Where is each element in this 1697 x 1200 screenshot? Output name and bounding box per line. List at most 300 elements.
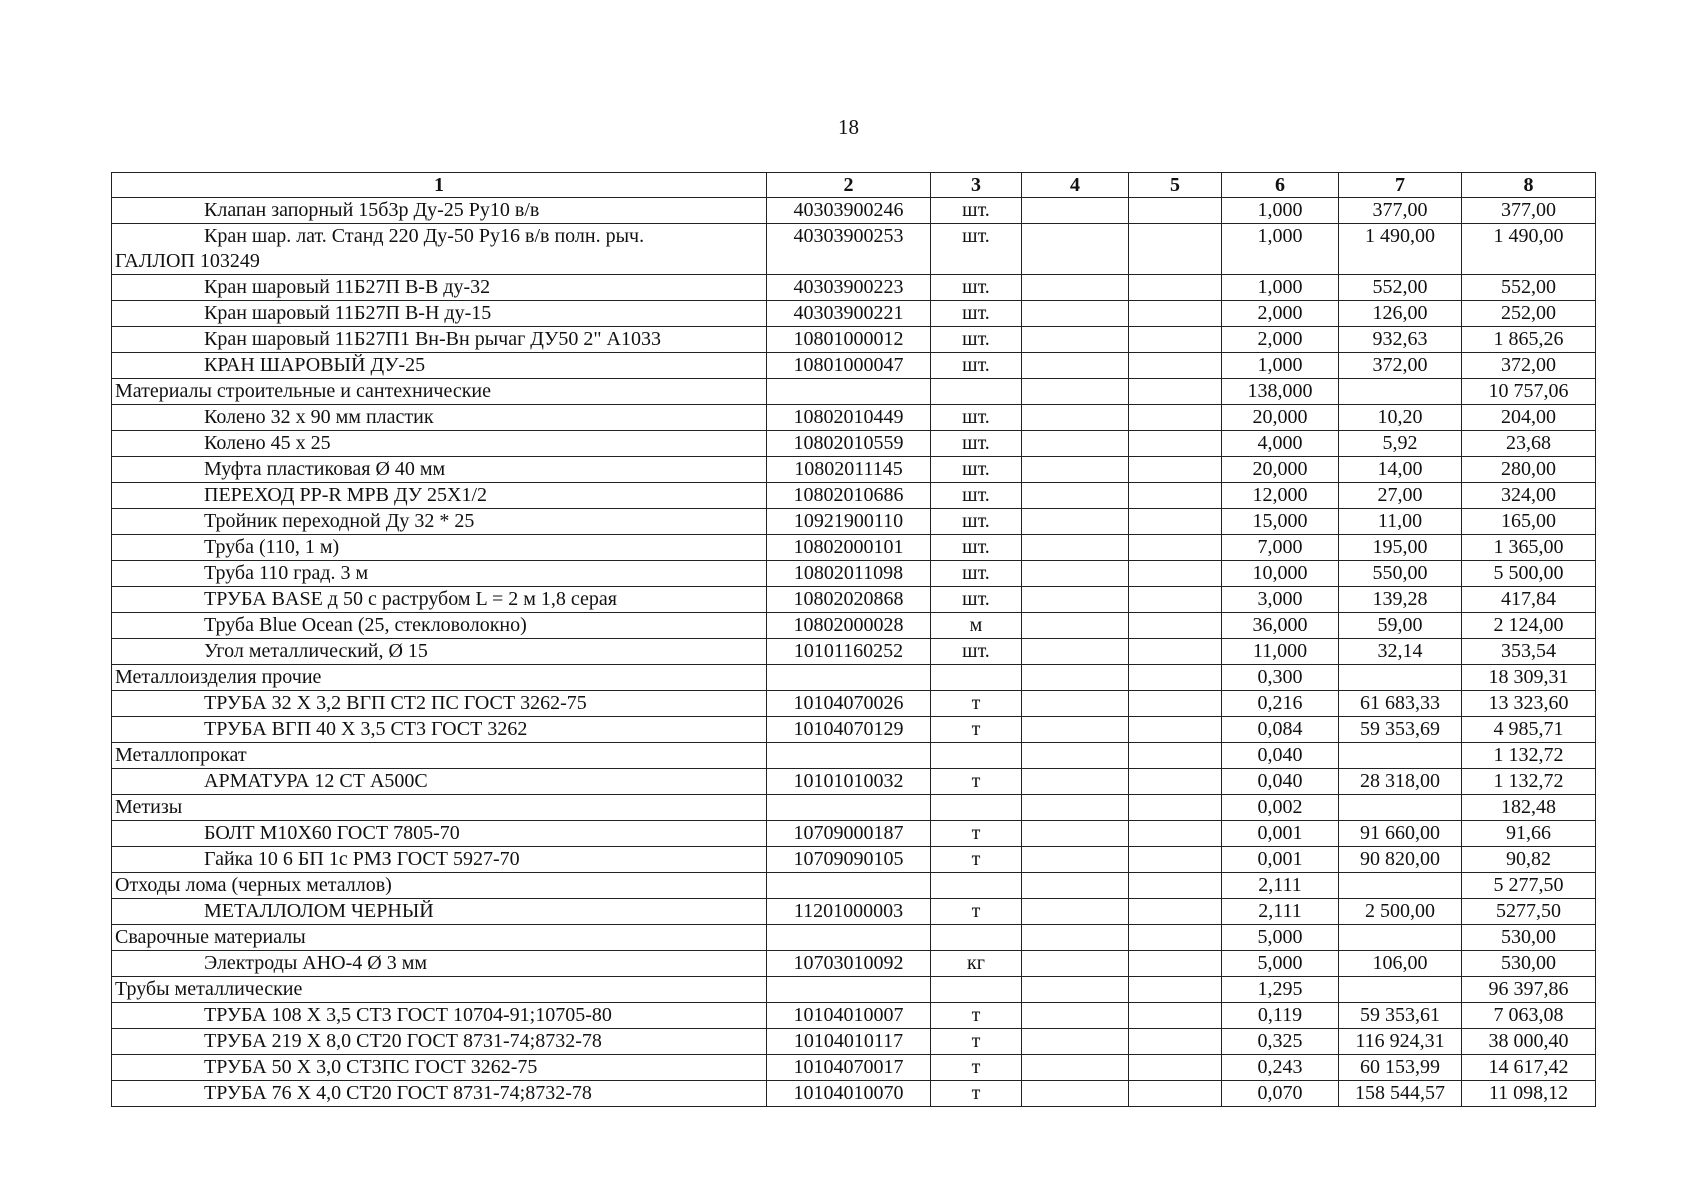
unit-cell: т [931, 899, 1022, 925]
item-name-cell: Кран шаровый 11Б27П В-Н ду-15 [112, 301, 767, 327]
column-4-cell [1022, 535, 1129, 561]
quantity-cell: 2,111 [1222, 899, 1339, 925]
column-header-quantity: 6 [1222, 173, 1339, 198]
price-cell: 61 683,33 [1339, 691, 1462, 717]
item-name-cell: ТРУБА ВГП 40 Х 3,5 СТ3 ГОСТ 3262 [112, 717, 767, 743]
item-name-cell: БОЛТ М10Х60 ГОСТ 7805-70 [112, 821, 767, 847]
table-row [112, 353, 1596, 379]
price-cell: 59,00 [1339, 613, 1462, 639]
sum-cell: 5277,50 [1462, 899, 1596, 925]
unit-cell [931, 795, 1022, 821]
item-code-cell: 10104010007 [767, 1003, 931, 1029]
column-5-cell [1129, 561, 1222, 587]
unit-cell [931, 379, 1022, 405]
unit-cell [931, 743, 1022, 769]
column-header-col4: 4 [1022, 173, 1129, 198]
item-code-cell [767, 873, 931, 899]
item-code-cell [767, 977, 931, 1003]
quantity-cell: 2,000 [1222, 301, 1339, 327]
unit-cell: шт. [931, 509, 1022, 535]
quantity-cell: 15,000 [1222, 509, 1339, 535]
sum-cell: 1 490,00 [1462, 224, 1596, 275]
unit-cell: т [931, 691, 1022, 717]
item-name-cell: Угол металлический, Ø 15 [112, 639, 767, 665]
table-body [112, 198, 1596, 1107]
quantity-cell: 11,000 [1222, 639, 1339, 665]
unit-cell: шт. [931, 224, 1022, 275]
item-code-cell: 10921900110 [767, 509, 931, 535]
item-name-cell: ТРУБА 50 Х 3,0 СТ3ПС ГОСТ 3262-75 [112, 1055, 767, 1081]
sum-cell: 11 098,12 [1462, 1081, 1596, 1107]
column-4-cell [1022, 353, 1129, 379]
table-row [112, 431, 1596, 457]
group-name-cell: Отходы лома (черных металлов) [112, 873, 767, 899]
sum-cell: 5 500,00 [1462, 561, 1596, 587]
price-cell: 59 353,69 [1339, 717, 1462, 743]
item-code-cell: 10802000028 [767, 613, 931, 639]
column-4-cell [1022, 457, 1129, 483]
column-4-cell [1022, 873, 1129, 899]
column-5-cell [1129, 301, 1222, 327]
table-row [112, 1003, 1596, 1029]
item-code-cell: 10802010686 [767, 483, 931, 509]
item-name-cell: КРАН ШАРОВЫЙ ДУ-25 [112, 353, 767, 379]
unit-cell: т [931, 1003, 1022, 1029]
column-5-cell [1129, 639, 1222, 665]
item-code-cell: 10802011098 [767, 561, 931, 587]
column-5-cell [1129, 587, 1222, 613]
quantity-cell: 20,000 [1222, 405, 1339, 431]
column-5-cell [1129, 613, 1222, 639]
column-4-cell [1022, 301, 1129, 327]
column-4-cell [1022, 769, 1129, 795]
column-5-cell [1129, 873, 1222, 899]
column-5-cell [1129, 353, 1222, 379]
quantity-cell: 1,000 [1222, 353, 1339, 379]
unit-cell: т [931, 821, 1022, 847]
group-name-cell: Метизы [112, 795, 767, 821]
column-4-cell [1022, 1029, 1129, 1055]
price-cell: 1 490,00 [1339, 224, 1462, 275]
item-code-cell: 10101010032 [767, 769, 931, 795]
column-header-code: 2 [767, 173, 931, 198]
item-code-cell: 10104070129 [767, 717, 931, 743]
item-name-cell: Труба Blue Ocean (25, стекловолокно) [112, 613, 767, 639]
price-cell: 195,00 [1339, 535, 1462, 561]
column-header-price: 7 [1339, 173, 1462, 198]
item-code-cell: 40303900223 [767, 275, 931, 301]
price-cell: 158 544,57 [1339, 1081, 1462, 1107]
column-5-cell [1129, 431, 1222, 457]
column-4-cell [1022, 587, 1129, 613]
table-row [112, 198, 1596, 224]
unit-cell: шт. [931, 353, 1022, 379]
sum-cell: 1 365,00 [1462, 535, 1596, 561]
sum-cell: 165,00 [1462, 509, 1596, 535]
item-name-cell: Колено 45 х 25 [112, 431, 767, 457]
sum-cell: 417,84 [1462, 587, 1596, 613]
price-cell: 60 153,99 [1339, 1055, 1462, 1081]
item-code-cell [767, 925, 931, 951]
column-4-cell [1022, 899, 1129, 925]
sum-cell: 96 397,86 [1462, 977, 1596, 1003]
column-5-cell [1129, 1029, 1222, 1055]
price-cell: 106,00 [1339, 951, 1462, 977]
table-row [112, 561, 1596, 587]
sum-cell: 1 865,26 [1462, 327, 1596, 353]
item-name-line: Кран шар. лат. Станд 220 Ду-50 Ру16 в/в полн. рыч. [204, 225, 645, 247]
item-code-cell: 10802010449 [767, 405, 931, 431]
column-header-sum: 8 [1462, 173, 1596, 198]
table-row [112, 639, 1596, 665]
column-5-cell [1129, 535, 1222, 561]
table-row [112, 224, 1596, 275]
group-row [112, 977, 1596, 1003]
group-row [112, 795, 1596, 821]
column-5-cell [1129, 1003, 1222, 1029]
unit-cell [931, 977, 1022, 1003]
sum-cell: 377,00 [1462, 198, 1596, 224]
item-name-cell: ТРУБА 32 Х 3,2 ВГП СТ2 ПС ГОСТ 3262-75 [112, 691, 767, 717]
table-header [112, 173, 1596, 198]
item-code-cell [767, 795, 931, 821]
price-cell: 550,00 [1339, 561, 1462, 587]
column-5-cell [1129, 925, 1222, 951]
table-row [112, 301, 1596, 327]
sum-cell: 18 309,31 [1462, 665, 1596, 691]
quantity-cell: 3,000 [1222, 587, 1339, 613]
group-row [112, 665, 1596, 691]
price-cell: 10,20 [1339, 405, 1462, 431]
quantity-cell: 1,295 [1222, 977, 1339, 1003]
unit-cell [931, 873, 1022, 899]
sum-cell: 1 132,72 [1462, 743, 1596, 769]
price-cell [1339, 795, 1462, 821]
unit-cell: шт. [931, 405, 1022, 431]
quantity-cell: 0,084 [1222, 717, 1339, 743]
price-cell [1339, 873, 1462, 899]
unit-cell [931, 665, 1022, 691]
sum-cell: 5 277,50 [1462, 873, 1596, 899]
column-header-unit: 3 [931, 173, 1022, 198]
price-cell: 2 500,00 [1339, 899, 1462, 925]
quantity-cell: 2,000 [1222, 327, 1339, 353]
group-name-cell: Сварочные материалы [112, 925, 767, 951]
sum-cell: 23,68 [1462, 431, 1596, 457]
table-row [112, 769, 1596, 795]
quantity-cell: 0,040 [1222, 743, 1339, 769]
column-5-cell [1129, 691, 1222, 717]
item-code-cell [767, 379, 931, 405]
column-4-cell [1022, 198, 1129, 224]
column-4-cell [1022, 1081, 1129, 1107]
column-4-cell [1022, 717, 1129, 743]
item-name-cell: ТРУБА 108 Х 3,5 СТ3 ГОСТ 10704-91;10705-80 [112, 1003, 767, 1029]
column-5-cell [1129, 275, 1222, 301]
unit-cell: т [931, 717, 1022, 743]
item-name-cell: Гайка 10 6 БП 1с РМЗ ГОСТ 5927-70 [112, 847, 767, 873]
table-row [112, 691, 1596, 717]
quantity-cell: 1,000 [1222, 275, 1339, 301]
price-cell: 126,00 [1339, 301, 1462, 327]
item-code-cell: 11201000003 [767, 899, 931, 925]
quantity-cell: 0,243 [1222, 1055, 1339, 1081]
table-row [112, 899, 1596, 925]
column-5-cell [1129, 1081, 1222, 1107]
column-5-cell [1129, 379, 1222, 405]
table-row [112, 1081, 1596, 1107]
item-name-line: ГАЛЛОП 103249 [115, 250, 260, 272]
item-name-cell: Клапан запорный 15б3р Ду-25 Ру10 в/в [112, 198, 767, 224]
unit-cell [931, 925, 1022, 951]
column-5-cell [1129, 457, 1222, 483]
item-code-cell: 10801000012 [767, 327, 931, 353]
item-code-cell: 40303900246 [767, 198, 931, 224]
table-row [112, 587, 1596, 613]
sum-cell: 552,00 [1462, 275, 1596, 301]
item-name-cell: АРМАТУРА 12 СТ А500С [112, 769, 767, 795]
item-name-cell: ПЕРЕХОД PP-R МРВ ДУ 25Х1/2 [112, 483, 767, 509]
sum-cell: 530,00 [1462, 925, 1596, 951]
item-name-cell: Труба (110, 1 м) [112, 535, 767, 561]
column-5-cell [1129, 769, 1222, 795]
item-code-cell: 10104070026 [767, 691, 931, 717]
quantity-cell: 0,300 [1222, 665, 1339, 691]
unit-cell: шт. [931, 431, 1022, 457]
item-code-cell: 10104010117 [767, 1029, 931, 1055]
unit-cell: т [931, 847, 1022, 873]
price-cell: 932,63 [1339, 327, 1462, 353]
item-code-cell: 10709090105 [767, 847, 931, 873]
unit-cell: м [931, 613, 1022, 639]
price-cell [1339, 379, 1462, 405]
sum-cell: 4 985,71 [1462, 717, 1596, 743]
table-row [112, 457, 1596, 483]
column-4-cell [1022, 405, 1129, 431]
group-name-cell: Материалы строительные и сантехнические [112, 379, 767, 405]
item-name-cell: ТРУБА BASE д 50 с раструбом L = 2 м 1,8 серая [112, 587, 767, 613]
column-4-cell [1022, 821, 1129, 847]
group-name-cell: Металлопрокат [112, 743, 767, 769]
sum-cell: 1 132,72 [1462, 769, 1596, 795]
quantity-cell: 0,070 [1222, 1081, 1339, 1107]
table-row [112, 613, 1596, 639]
price-cell: 32,14 [1339, 639, 1462, 665]
unit-cell: шт. [931, 457, 1022, 483]
column-5-cell [1129, 327, 1222, 353]
table-row [112, 483, 1596, 509]
group-row [112, 925, 1596, 951]
quantity-cell: 0,216 [1222, 691, 1339, 717]
sum-cell: 204,00 [1462, 405, 1596, 431]
table-row [112, 1055, 1596, 1081]
price-cell [1339, 743, 1462, 769]
table-row [112, 535, 1596, 561]
column-4-cell [1022, 431, 1129, 457]
item-code-cell [767, 743, 931, 769]
table-row [112, 821, 1596, 847]
price-cell: 377,00 [1339, 198, 1462, 224]
column-4-cell [1022, 275, 1129, 301]
item-name-cell: Электроды АНО-4 Ø 3 мм [112, 951, 767, 977]
sum-cell: 14 617,42 [1462, 1055, 1596, 1081]
column-4-cell [1022, 951, 1129, 977]
table-row [112, 405, 1596, 431]
column-4-cell [1022, 691, 1129, 717]
sum-cell: 280,00 [1462, 457, 1596, 483]
item-code-cell: 10801000047 [767, 353, 931, 379]
group-row [112, 873, 1596, 899]
item-name-cell: Труба 110 град. 3 м [112, 561, 767, 587]
item-name-cell: ТРУБА 219 Х 8,0 СТ20 ГОСТ 8731-74;8732-78 [112, 1029, 767, 1055]
column-4-cell [1022, 483, 1129, 509]
sum-cell: 90,82 [1462, 847, 1596, 873]
sum-cell: 2 124,00 [1462, 613, 1596, 639]
column-4-cell [1022, 224, 1129, 275]
quantity-cell: 20,000 [1222, 457, 1339, 483]
unit-cell: т [931, 1081, 1022, 1107]
item-name-cell: ТРУБА 76 Х 4,0 СТ20 ГОСТ 8731-74;8732-78 [112, 1081, 767, 1107]
unit-cell: шт. [931, 327, 1022, 353]
unit-cell: т [931, 1055, 1022, 1081]
item-name-cell [112, 224, 767, 275]
quantity-cell: 5,000 [1222, 925, 1339, 951]
group-row [112, 379, 1596, 405]
unit-cell: шт. [931, 275, 1022, 301]
price-cell: 27,00 [1339, 483, 1462, 509]
column-5-cell [1129, 717, 1222, 743]
table-row [112, 509, 1596, 535]
column-5-cell [1129, 509, 1222, 535]
price-cell: 14,00 [1339, 457, 1462, 483]
column-4-cell [1022, 795, 1129, 821]
unit-cell: шт. [931, 561, 1022, 587]
sum-cell: 252,00 [1462, 301, 1596, 327]
table-row [112, 951, 1596, 977]
column-header-col5: 5 [1129, 173, 1222, 198]
quantity-cell: 0,001 [1222, 821, 1339, 847]
sum-cell: 10 757,06 [1462, 379, 1596, 405]
item-code-cell: 10802010559 [767, 431, 931, 457]
quantity-cell: 0,040 [1222, 769, 1339, 795]
item-code-cell: 10703010092 [767, 951, 931, 977]
item-code-cell: 40303900253 [767, 224, 931, 275]
table-row [112, 717, 1596, 743]
column-4-cell [1022, 847, 1129, 873]
column-5-cell [1129, 977, 1222, 1003]
price-cell: 139,28 [1339, 587, 1462, 613]
column-5-cell [1129, 665, 1222, 691]
column-4-cell [1022, 639, 1129, 665]
column-5-cell [1129, 847, 1222, 873]
price-cell [1339, 925, 1462, 951]
quantity-cell: 1,000 [1222, 224, 1339, 275]
quantity-cell: 5,000 [1222, 951, 1339, 977]
column-5-cell [1129, 795, 1222, 821]
item-name-cell: Муфта пластиковая Ø 40 мм [112, 457, 767, 483]
column-4-cell [1022, 743, 1129, 769]
sum-cell: 13 323,60 [1462, 691, 1596, 717]
sum-cell: 182,48 [1462, 795, 1596, 821]
group-name-cell: Трубы металлические [112, 977, 767, 1003]
price-cell: 116 924,31 [1339, 1029, 1462, 1055]
table-row [112, 327, 1596, 353]
column-4-cell [1022, 561, 1129, 587]
price-cell: 59 353,61 [1339, 1003, 1462, 1029]
quantity-cell: 1,000 [1222, 198, 1339, 224]
item-name-cell: Кран шаровый 11Б27П1 Вн-Вн рычаг ДУ50 2" А1033 [112, 327, 767, 353]
column-4-cell [1022, 613, 1129, 639]
column-4-cell [1022, 1003, 1129, 1029]
unit-cell: шт. [931, 198, 1022, 224]
unit-cell: т [931, 769, 1022, 795]
column-4-cell [1022, 1055, 1129, 1081]
sum-cell: 372,00 [1462, 353, 1596, 379]
column-5-cell [1129, 1055, 1222, 1081]
item-name-cell: Кран шаровый 11Б27П В-В ду-32 [112, 275, 767, 301]
materials-table [111, 172, 1596, 1107]
sum-cell: 7 063,08 [1462, 1003, 1596, 1029]
price-cell: 11,00 [1339, 509, 1462, 535]
quantity-cell: 0,002 [1222, 795, 1339, 821]
item-name-cell: МЕТАЛЛОЛОМ ЧЕРНЫЙ [112, 899, 767, 925]
quantity-cell: 138,000 [1222, 379, 1339, 405]
page-number: 18 [838, 115, 859, 139]
header-row [112, 173, 1596, 198]
table-row [112, 1029, 1596, 1055]
column-5-cell [1129, 821, 1222, 847]
item-code-cell: 10709000187 [767, 821, 931, 847]
unit-cell: шт. [931, 639, 1022, 665]
sum-cell: 530,00 [1462, 951, 1596, 977]
item-code-cell: 10104070017 [767, 1055, 931, 1081]
table-row [112, 275, 1596, 301]
table-row [112, 847, 1596, 873]
column-4-cell [1022, 977, 1129, 1003]
price-cell: 90 820,00 [1339, 847, 1462, 873]
unit-cell: шт. [931, 535, 1022, 561]
column-5-cell [1129, 224, 1222, 275]
quantity-cell: 0,325 [1222, 1029, 1339, 1055]
sum-cell: 353,54 [1462, 639, 1596, 665]
item-code-cell: 10104010070 [767, 1081, 931, 1107]
price-cell: 91 660,00 [1339, 821, 1462, 847]
quantity-cell: 36,000 [1222, 613, 1339, 639]
quantity-cell: 0,001 [1222, 847, 1339, 873]
item-code-cell: 10802000101 [767, 535, 931, 561]
unit-cell: шт. [931, 483, 1022, 509]
column-4-cell [1022, 327, 1129, 353]
item-code-cell [767, 665, 931, 691]
price-cell [1339, 665, 1462, 691]
quantity-cell: 4,000 [1222, 431, 1339, 457]
price-cell [1339, 977, 1462, 1003]
item-code-cell: 10802020868 [767, 587, 931, 613]
column-5-cell [1129, 743, 1222, 769]
item-name-cell: Тройник переходной Ду 32 * 25 [112, 509, 767, 535]
column-4-cell [1022, 379, 1129, 405]
price-cell: 28 318,00 [1339, 769, 1462, 795]
unit-cell: шт. [931, 587, 1022, 613]
column-4-cell [1022, 665, 1129, 691]
item-name-cell: Колено 32 х 90 мм пластик [112, 405, 767, 431]
column-4-cell [1022, 509, 1129, 535]
item-code-cell: 40303900221 [767, 301, 931, 327]
price-cell: 552,00 [1339, 275, 1462, 301]
group-row [112, 743, 1596, 769]
price-cell: 5,92 [1339, 431, 1462, 457]
quantity-cell: 7,000 [1222, 535, 1339, 561]
